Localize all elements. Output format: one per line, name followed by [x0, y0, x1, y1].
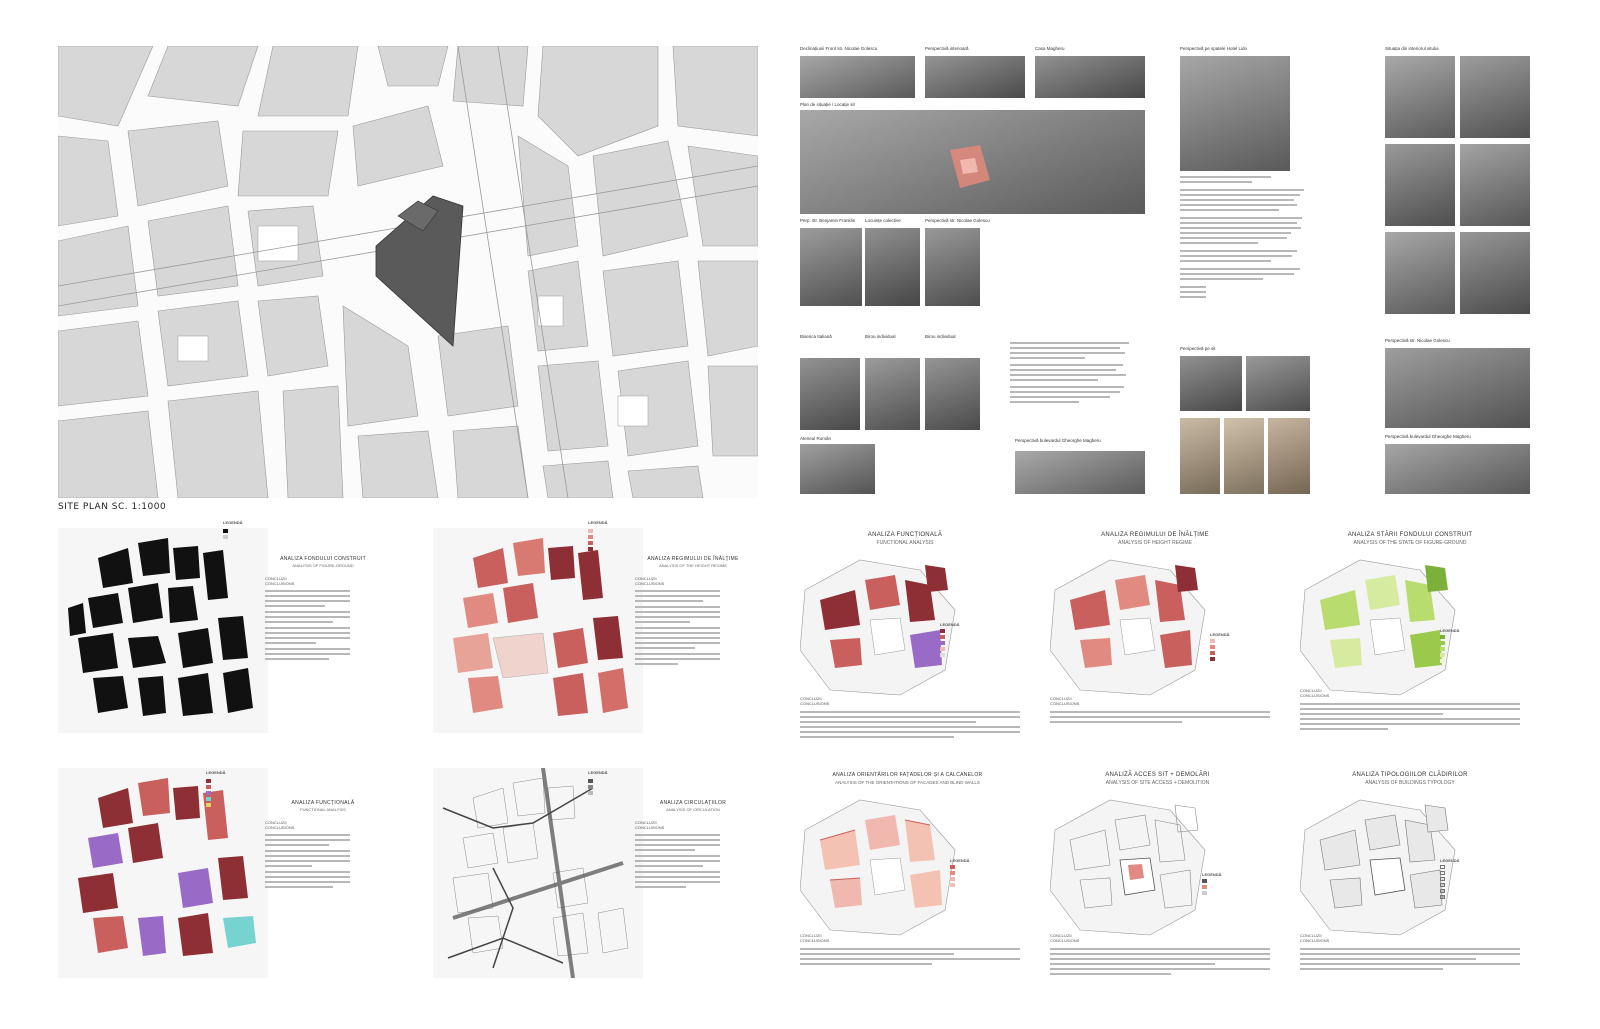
panel-subtitle: ANALYSIS OF THE ORIENTATIONS OF FACADES AND BLIND WALLS [835, 780, 980, 785]
photo-aerial [800, 110, 1145, 214]
conclusions-sublabel: CONCLUSIONS [800, 701, 830, 706]
left-analysis-sheet [58, 518, 758, 1008]
panel-subtitle: ANALYSIS OF THE HEIGHT REGIME [658, 563, 727, 568]
photo-right-1 [1385, 56, 1455, 138]
conclusions-label: CONCLUZII [1300, 688, 1322, 693]
height-map [433, 528, 643, 733]
photo-sheet [790, 46, 1535, 498]
caption-aerial: Plan de situație / Locație sit [800, 102, 855, 107]
legend-swatches [206, 778, 213, 808]
legend-swatches [223, 528, 230, 540]
conclusions-label: CONCLUZII [635, 820, 657, 825]
legend-swatches [588, 528, 595, 552]
panel-text [635, 834, 720, 891]
conclusions-sublabel: CONCLUSIONS [265, 581, 295, 586]
caption-row3-3: Birou individual [925, 334, 956, 339]
panel-title: ANALIZA ORIENTĂRILOR FAȚADELOR ȘI A CALCANELOR [832, 772, 983, 778]
state-analysis-panel [1290, 528, 1535, 763]
access-analysis-panel [1040, 768, 1285, 1008]
panel-title: ANALIZA FUNCȚIONALĂ [291, 800, 355, 806]
photo-right-golescu [1385, 348, 1530, 428]
panel-subtitle: ANALYSIS OF CIRCULATION [666, 807, 720, 812]
caption-row3-2: Birou individual [865, 334, 896, 339]
conclusions-label: CONCLUZII [1050, 696, 1072, 701]
legend-label: LEGENDĂ [1202, 872, 1222, 877]
analysis-panel-height [433, 518, 758, 753]
legend-label: LEGENDĂ [1440, 628, 1460, 633]
panel-text [265, 834, 350, 891]
conclusions-sublabel: CONCLUSIONS [1050, 938, 1080, 943]
panel-subtitle: ANALYSIS OF SITE ACCESS + DEMOLITION [1105, 780, 1210, 786]
panel-text [800, 948, 1020, 968]
panel-title: ANALIZA FONDULUI CONSTRUIT [280, 556, 366, 562]
caption-right-2: Perspectivă str. Nicolae Golescu [1385, 338, 1450, 343]
caption-row2-3: Perspectivă str. Nicolae Golescu [925, 218, 990, 223]
caption-row2-1: Perp. str. Benjamin Franklin [800, 218, 856, 223]
legend-label: LEGENDĂ [206, 770, 226, 775]
panel-text [1050, 711, 1270, 726]
caption-right-1: Situația din interiorul sitului [1385, 46, 1439, 51]
orientation-map [800, 790, 960, 940]
conclusions-label: CONCLUZII [800, 696, 822, 701]
conclusions-sublabel: CONCLUSIONS [265, 825, 295, 830]
legend-swatches [1440, 864, 1447, 900]
panel-title: ANALIZA REGIMULUI DE ÎNĂLȚIME [1101, 532, 1209, 538]
caption-ruin: Perspectivă pe sit [1180, 346, 1216, 351]
legend-swatches [940, 628, 947, 658]
panel-text [635, 590, 720, 668]
panel-title: ANALIZA CIRCULAȚIILOR [659, 800, 727, 806]
photo-right-2 [1460, 56, 1530, 138]
photo-front-golescu [800, 56, 915, 98]
caption-hotel: Perspectivă pe spatele Hotel Lido [1180, 46, 1248, 51]
height-analysis-panel [1040, 528, 1285, 763]
panel-text [1300, 703, 1520, 733]
photo-mural-1 [1180, 418, 1220, 494]
caption-row3-1: Biserica Italiană [800, 334, 832, 339]
conclusions-label: CONCLUZII [1300, 933, 1322, 938]
conclusions-label: CONCLUZII [800, 933, 822, 938]
panel-text [800, 711, 1020, 741]
site-plan-map [58, 46, 758, 498]
legend-label: LEGENDĂ [950, 858, 970, 863]
panel-title: ANALIZA FUNCȚIONALĂ [867, 532, 943, 538]
photo-mural-3 [1268, 418, 1310, 494]
conclusions-sublabel: CONCLUSIONS [1300, 693, 1330, 698]
conclusions-label: CONCLUZII [265, 576, 287, 581]
legend-label: LEGENDĂ [223, 520, 243, 525]
legend-label: LEGENDĂ [1210, 632, 1230, 637]
photo-site-ruin-2 [1246, 356, 1310, 411]
photo-collective-housing [865, 228, 920, 306]
photo-right-6 [1460, 232, 1530, 314]
conclusions-sublabel: CONCLUSIONS [800, 938, 830, 943]
site-description-text [1010, 342, 1135, 406]
figure-ground-map [58, 528, 268, 733]
legend-swatches [1440, 634, 1447, 664]
photo-office-2 [925, 358, 980, 430]
caption-ateneu: Ateneul Român [800, 436, 832, 441]
caption-top-2: Perspectivă interioară [925, 46, 969, 51]
photo-right-3 [1385, 144, 1455, 226]
height-map [1050, 550, 1210, 700]
photo-franklin [800, 228, 862, 306]
conclusions-label: CONCLUZII [635, 576, 657, 581]
legend-label: LEGENDĂ [1440, 858, 1460, 863]
panel-text [1300, 948, 1520, 973]
right-analysis-sheet [790, 528, 1535, 1008]
state-map [1300, 550, 1460, 700]
panel-title: ANALIZĂ ACCES SIT + DEMOLĂRI [1105, 772, 1210, 778]
legend-label: LEGENDĂ [940, 622, 960, 627]
conclusions-label: CONCLUZII [1050, 933, 1072, 938]
panel-title: ANALIZA REGIMULUI DE ÎNĂLȚIME [647, 556, 739, 562]
caption-row2-2: Locuințe colective [865, 218, 901, 223]
legend-swatches [1202, 878, 1209, 896]
conclusions-sublabel: CONCLUSIONS [635, 825, 665, 830]
photo-ateneu [800, 444, 875, 494]
photo-golescu-persp [925, 228, 980, 306]
panel-title: ANALIZA STĂRII FONDULUI CONSTRUIT [1347, 532, 1473, 538]
photo-right-5 [1385, 232, 1455, 314]
functional-map [800, 550, 960, 700]
panel-text [1050, 948, 1270, 978]
functional-analysis-panel [790, 528, 1035, 763]
orientation-analysis-panel [790, 768, 1035, 1008]
caption-street: Perspectivă bulevardul Gheorghe Magheru [1015, 438, 1101, 443]
panel-subtitle: FUNCTIONAL ANALYSIS [876, 540, 934, 546]
conclusions-sublabel: CONCLUSIONS [1300, 938, 1330, 943]
photo-interior [925, 56, 1025, 98]
panel-text [265, 590, 350, 663]
photo-italian-church [800, 358, 860, 430]
photo-site-ruin-1 [1180, 356, 1242, 411]
typology-analysis-panel [1290, 768, 1535, 1008]
circulation-map [433, 768, 643, 978]
photo-office-1 [865, 358, 920, 430]
typology-map [1300, 790, 1460, 940]
site-plan-panel [58, 46, 758, 512]
hotel-description-text [1180, 176, 1310, 301]
photo-casa-magheru [1035, 56, 1145, 98]
panel-title: ANALIZA TIPOLOGIILOR CLĂDIRILOR [1352, 772, 1468, 778]
photo-right-magheru [1385, 444, 1530, 494]
panel-subtitle: ANALYSIS OF BUILDINGS TYPOLOGY [1365, 780, 1455, 786]
legend-swatches [588, 778, 595, 796]
legend-label: LEGENDĂ [588, 770, 608, 775]
analysis-panel-functional [58, 768, 403, 1008]
legend-swatches [1210, 638, 1217, 662]
caption-top-1: Declinațiunii Front str. Nicolae Golescu [800, 46, 878, 51]
photo-magheru-street [1015, 451, 1145, 494]
functional-map [58, 768, 268, 978]
photo-hotel-lido [1180, 56, 1290, 171]
legend-label: LEGENDĂ [588, 520, 608, 525]
analysis-panel-figure-ground [58, 518, 403, 753]
photo-mural-2 [1224, 418, 1264, 494]
access-map [1050, 790, 1210, 940]
conclusions-sublabel: CONCLUSIONS [635, 581, 665, 586]
caption-right-3: Perspectivă bulevardul Gheorghe Magheru [1385, 434, 1471, 439]
panel-subtitle: ANALYSIS OF THE STATE OF FIGURE-GROUND [1353, 540, 1467, 546]
panel-subtitle: ANALYSIS OF HEIGHT REGIME [1118, 540, 1192, 546]
conclusions-sublabel: CONCLUSIONS [1050, 701, 1080, 706]
site-plan-label: SITE PLAN SC. 1:1000 [58, 502, 167, 512]
analysis-panel-circulation [433, 768, 758, 1008]
caption-top-3: Casa Magheru [1035, 46, 1065, 51]
photo-right-4 [1460, 144, 1530, 226]
panel-subtitle: FUNCTIONAL ANALYSIS [300, 807, 346, 812]
panel-subtitle: ANALYSIS OF FIGURE-GROUND [292, 563, 354, 568]
legend-swatches [950, 864, 957, 888]
conclusions-label: CONCLUZII [265, 820, 287, 825]
